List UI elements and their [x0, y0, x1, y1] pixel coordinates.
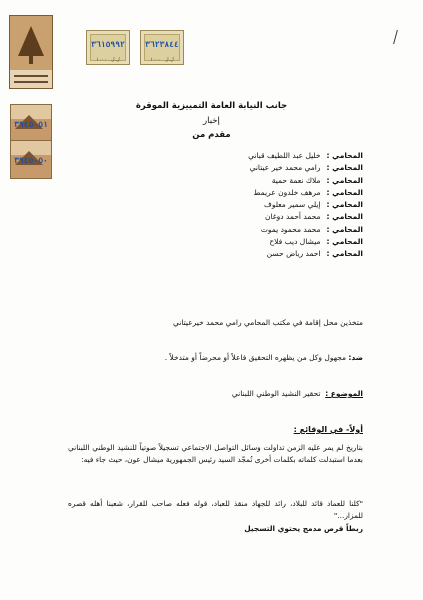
quoted-lyrics: "كلنا للعماد قائد للبلاد، رائد للجهاد منقذ للعباد، قوله فعله صاحب للقرار، شعبنا أهله قصره للمزار..." — [68, 499, 363, 521]
facts-heading: أولاً- في الوقائع : — [293, 425, 363, 434]
lawyer-row: المحامي :ملاك نعمة حمية — [271, 175, 363, 185]
lawyer-row: المحامي :مرهف خلدون عريمط — [253, 187, 363, 197]
lawyer-name: إيلي سمير معلوف — [264, 200, 321, 210]
stamp-serial: ٣٦٢٣٨٤٤ — [145, 40, 179, 49]
lawyer-name: خليل عبد اللطيف قباني — [248, 151, 321, 160]
attachment-note: ربطاً قرص مدمج يحتوي التسجيل — [244, 524, 363, 533]
stamp-serial: ٣٩٤٥٠٥١ — [14, 120, 48, 129]
handwritten-mark — [393, 30, 406, 44]
cedar-revenue-stamp — [9, 15, 53, 89]
against-line — [165, 353, 363, 362]
lawyer-row: المحامي :خليل عبد اللطيف قباني — [248, 151, 363, 160]
lawyer-row: المحامي :احمد رياض حسن — [266, 249, 363, 259]
lawyer-name: محمد أحمد دوغان — [264, 212, 321, 222]
document-type: إخبار — [203, 116, 220, 126]
lawyer-name: رامي محمد خير عيتاني — [249, 163, 321, 173]
against-label: ضد: — [348, 353, 363, 362]
fiscal-stamp-2 — [140, 30, 184, 65]
cedar-tree-icon — [18, 26, 44, 56]
lawyers-list — [143, 150, 363, 261]
lawyer-name: احمد رياض حسن — [266, 249, 321, 259]
subject-label: الموضوع : — [325, 389, 363, 398]
fiscal-stamp-1 — [86, 30, 130, 65]
stamp-currency: ل.ل — [110, 57, 120, 63]
subject-text: تحقير النشيد الوطني اللبناني — [231, 389, 321, 398]
lawyer-row: المحامي :محمد محمود يموت — [260, 224, 363, 234]
addressee-heading: جانب النيابة العامة التمييزية الموقرة — [135, 101, 288, 111]
stamp-serial: ٣٦١٥٩٩٢ — [91, 40, 125, 49]
submitted-by-label: مقدم من — [192, 130, 231, 140]
stamp-serial: ٣٩٤٥٠٥٠ — [14, 156, 48, 165]
scene-stamp-2 — [10, 140, 52, 179]
lawyer-row: المحامي :محمد أحمد دوغان — [264, 212, 363, 222]
lawyer-row: المحامي :ميشال ديب فلاح — [269, 237, 363, 247]
facts-paragraph: بتاريخ لم يمر عليه الزمن تداولت وسائل التواصل الاجتماعي تسجيلاً صوتياً للنشيد الوطني اللبناني بعدما استبدلت كلماته بكلمات أخرى تُمجّد السيد رئيس الجمهورية ميشال عون، حيث جاء فيه: — [68, 443, 363, 465]
lawyer-row: المحامي :إيلي سمير معلوف — [264, 200, 363, 210]
stamp-value: ١٠٠٠ — [96, 57, 107, 63]
lawyer-row: المحامي :رامي محمد خير عيتاني — [249, 163, 363, 173]
lawyer-name: ملاك نعمة حمية — [271, 175, 321, 185]
subject-line — [232, 389, 363, 398]
lawyer-name: مرهف خلدون عريمط — [253, 187, 321, 197]
against-text: مجهول وكل من يظهره التحقيق فاعلاً أو محرضاً أو متدخلاً . — [164, 353, 347, 362]
residence-statement: متخذين محل إقامة في مكتب المحامي رامي محمد خيرعيتاني — [173, 318, 363, 327]
lawyer-name: ميشال ديب فلاح — [269, 237, 321, 247]
lawyer-name: محمد محمود يموت — [260, 224, 321, 234]
stamp-value: ١٠٠٠ — [150, 57, 161, 63]
stamp-currency: ل.ل — [164, 57, 174, 63]
